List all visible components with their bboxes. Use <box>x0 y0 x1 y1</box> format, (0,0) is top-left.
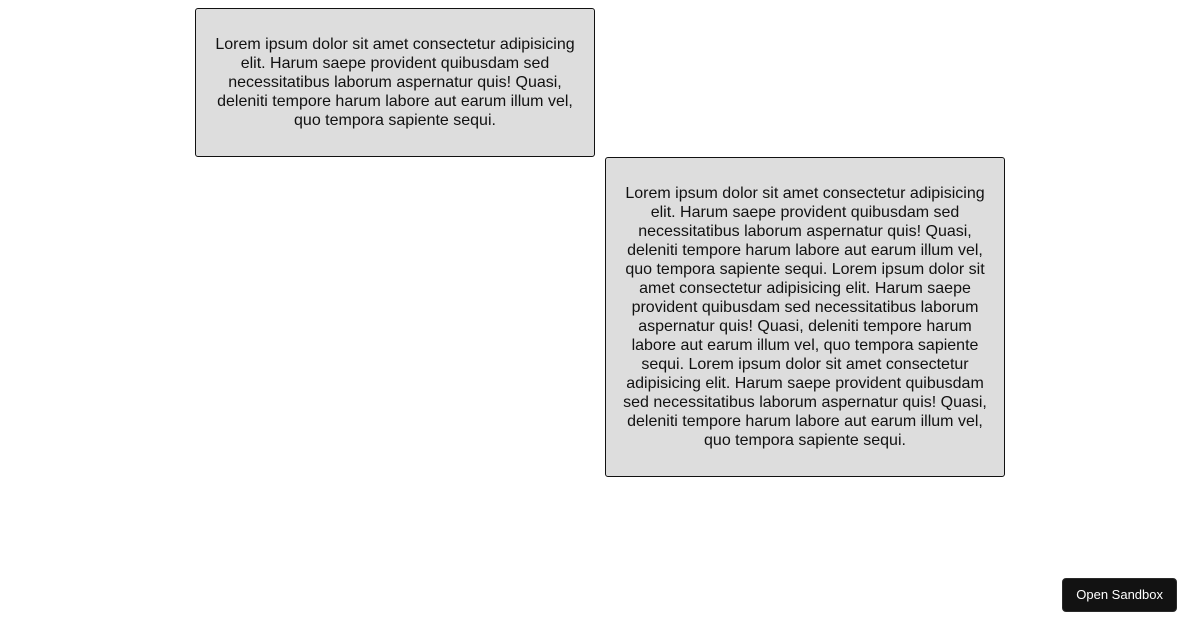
text-card-2 <box>605 157 1005 477</box>
card-2-text: Lorem ipsum dolor sit amet consectetur adipisicing elit. Harum saepe provident quibusdam sed necessitatibus laborum aspernatur quis! Quasi, deleniti tempore harum labore aut earum illum vel, quo tempora sapiente sequi. Lorem ipsum dolor sit amet consectetur adipisicing elit. Harum saepe provident quibusdam sed necessitatibus laborum aspernatur quis! Quasi, deleniti tempore harum labore aut earum illum vel, quo tempora sapiente sequi. Lorem ipsum dolor sit amet consectetur adipisicing elit. Harum saepe provident quibusdam sed necessitatibus laborum aspernatur quis! Quasi, deleniti tempore harum labore aut earum illum vel, quo tempora sapiente sequi. <box>623 185 987 449</box>
open-sandbox-button[interactable]: Open Sandbox <box>1062 578 1177 612</box>
text-card-1 <box>195 8 595 157</box>
card-1-text: Lorem ipsum dolor sit amet consectetur adipisicing elit. Harum saepe provident quibusdam sed necessitatibus laborum aspernatur quis! Quasi, deleniti tempore harum labore aut earum illum vel, quo tempora sapiente sequi. <box>215 36 575 129</box>
